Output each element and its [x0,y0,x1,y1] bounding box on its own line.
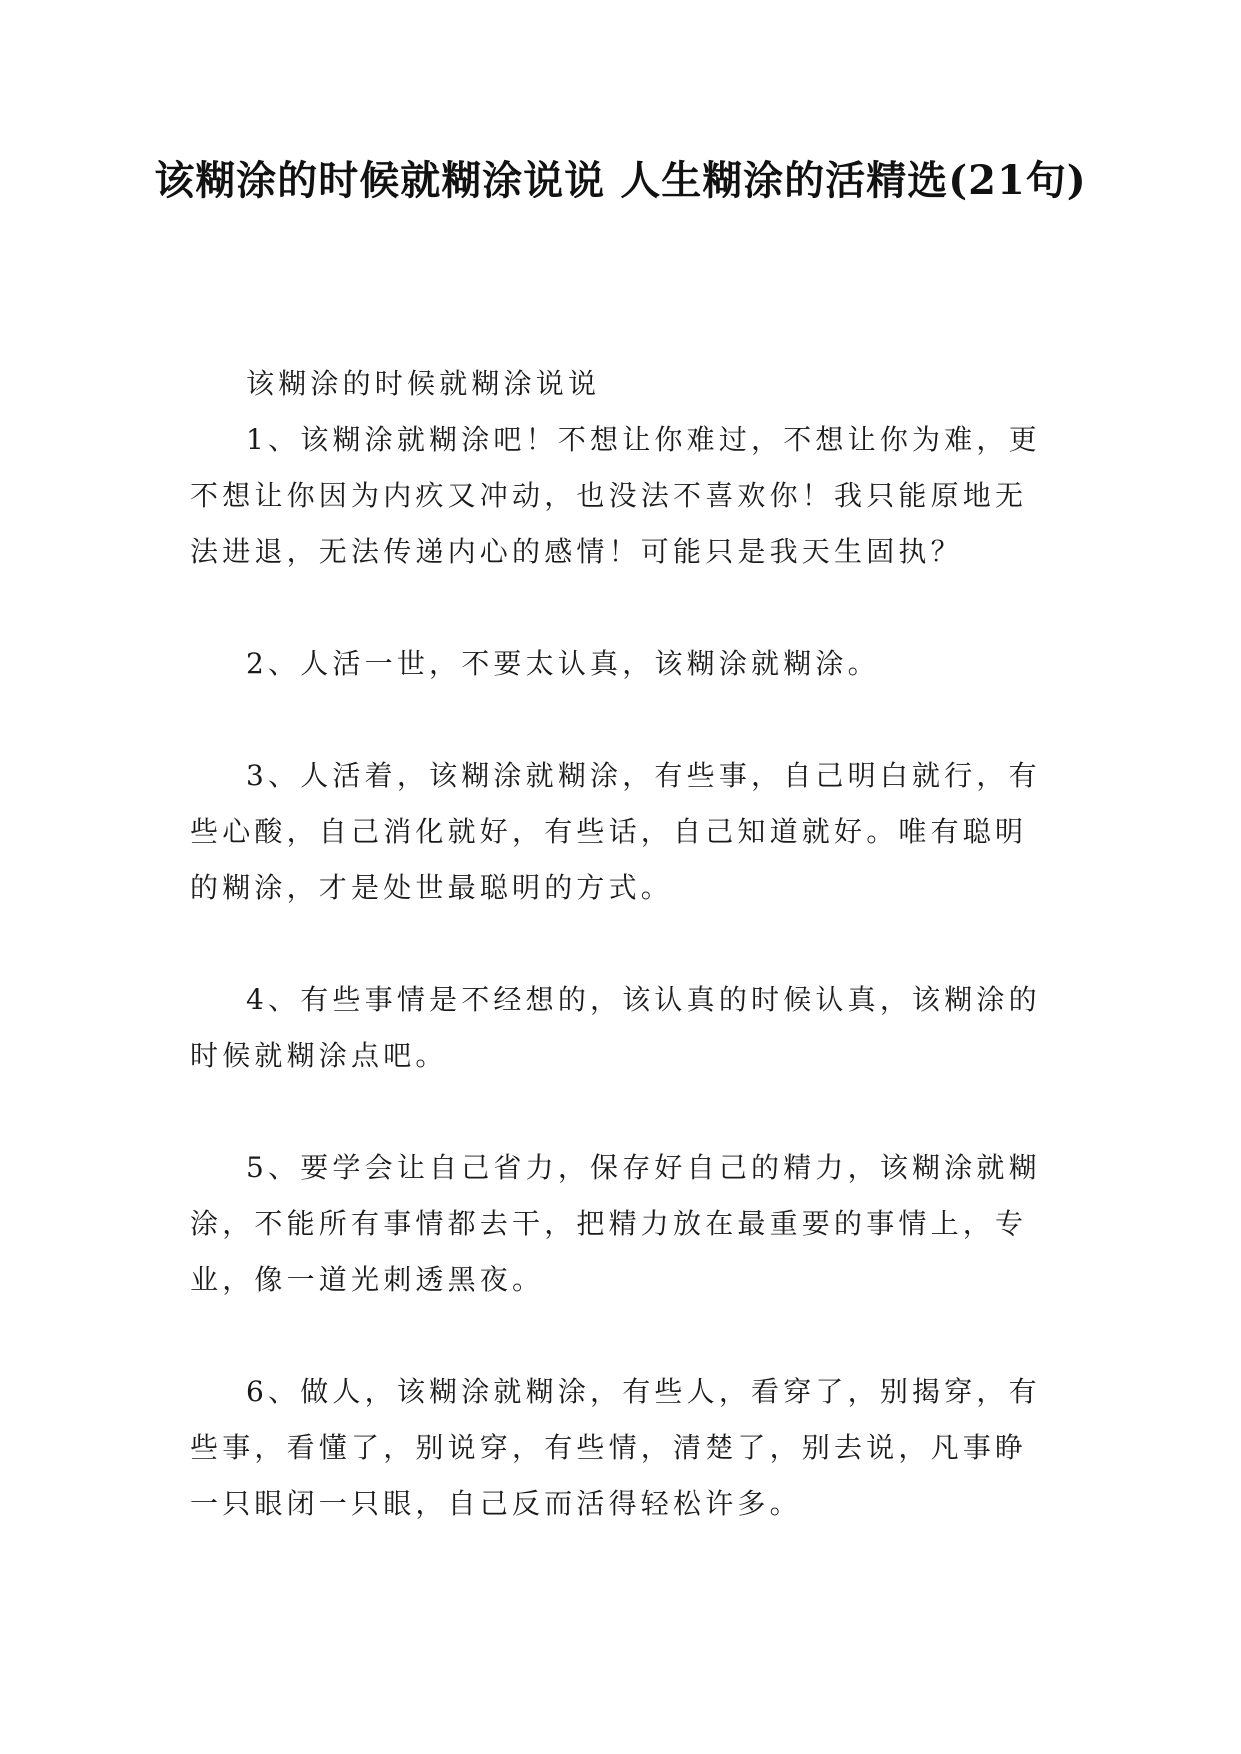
paragraph-6: 6、做人，该糊涂就糊涂，有些人，看穿了，别揭穿，有些事，看懂了，别说穿，有些情，清楚了，别去说，凡事睁一只眼闭一只眼，自己反而活得轻松许多。 [190,1375,1041,1520]
paragraph-1: 1、该糊涂就糊涂吧！不想让你难过，不想让你为难，更不想让你因为内疚又冲动，也没法不喜欢你！我只能原地无法进退，无法传递内心的感情！可能只是我天生固执？ [190,423,1041,568]
document-body [190,356,1050,1532]
paragraph-spacer [190,1308,1050,1364]
page-title: 该糊涂的时候就糊涂说说 人生糊涂的活精选(21句) [154,157,1087,204]
section-heading: 该糊涂的时候就糊涂说说 [246,367,601,400]
paragraph-spacer [190,1084,1050,1140]
paragraph-3: 3、人活着，该糊涂就糊涂，有些事，自己明白就行，有些心酸，自己消化就好，有些话，自己知道就好。唯有聪明的糊涂，才是处世最聪明的方式。 [190,759,1041,904]
paragraph-spacer [190,692,1050,748]
paragraph-spacer [190,580,1050,636]
paragraph-5: 5、要学会让自己省力，保存好自己的精力，该糊涂就糊涂，不能所有事情都去干，把精力放在最重要的事情上，专业，像一道光刺透黑夜。 [190,1151,1041,1296]
paragraph-4: 4、有些事情是不经想的，该认真的时候认真，该糊涂的时候就糊涂点吧。 [190,983,1041,1072]
paragraph-2: 2、人活一世，不要太认真，该糊涂就糊涂。 [246,647,880,680]
paragraph-spacer [190,916,1050,972]
